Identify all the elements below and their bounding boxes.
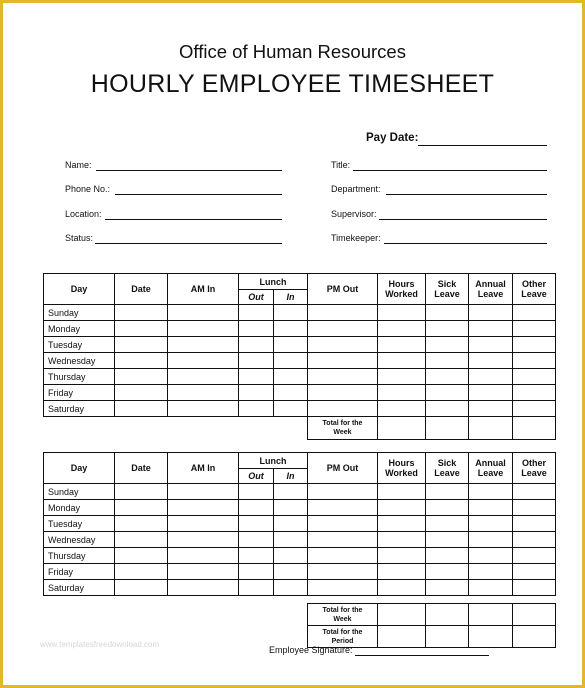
table-row xyxy=(44,369,556,385)
table-row xyxy=(44,532,556,548)
day-friday: Friday xyxy=(44,385,115,401)
day-monday: Monday xyxy=(44,321,115,337)
cell[interactable] xyxy=(239,401,274,417)
status-label: Status: xyxy=(65,233,94,243)
cell[interactable] xyxy=(115,369,168,385)
cell[interactable] xyxy=(308,321,378,337)
signature-field[interactable] xyxy=(355,655,489,656)
day-sunday: Sunday xyxy=(44,484,115,500)
header-annual-leave: Annual Leave xyxy=(469,453,513,484)
cell[interactable] xyxy=(513,305,556,321)
cell[interactable] xyxy=(378,385,426,401)
header-day: Day xyxy=(44,274,115,305)
cell[interactable] xyxy=(513,401,556,417)
cell[interactable] xyxy=(168,500,239,516)
cell[interactable] xyxy=(378,353,426,369)
table-row xyxy=(44,516,556,532)
period-annual-cell[interactable] xyxy=(469,626,513,648)
cell[interactable] xyxy=(378,580,426,596)
cell[interactable] xyxy=(513,337,556,353)
cell[interactable] xyxy=(469,580,513,596)
cell[interactable] xyxy=(239,337,274,353)
cell[interactable] xyxy=(469,484,513,500)
cell[interactable] xyxy=(513,385,556,401)
table-row xyxy=(44,564,556,580)
total-sick-cell[interactable] xyxy=(426,417,469,440)
cell[interactable] xyxy=(426,516,469,532)
day-wednesday: Wednesday xyxy=(44,532,115,548)
cell[interactable] xyxy=(513,500,556,516)
cell[interactable] xyxy=(168,353,239,369)
header-lunch-out: Out xyxy=(239,290,274,305)
cell[interactable] xyxy=(274,484,308,500)
header-lunch-in: In xyxy=(274,290,308,305)
cell[interactable] xyxy=(115,500,168,516)
header-annual-leave: Annual Leave xyxy=(469,274,513,305)
header-lunch: Lunch xyxy=(239,453,308,469)
name-field[interactable] xyxy=(96,170,282,171)
day-saturday: Saturday xyxy=(44,401,115,417)
cell[interactable] xyxy=(378,305,426,321)
cell[interactable] xyxy=(168,564,239,580)
total-week-label: Total for the Week xyxy=(308,604,378,626)
cell[interactable] xyxy=(426,401,469,417)
cell[interactable] xyxy=(115,321,168,337)
cell[interactable] xyxy=(426,564,469,580)
period-hours-cell[interactable] xyxy=(378,626,426,648)
header-pm-out: PM Out xyxy=(308,274,378,305)
title-label: Title: xyxy=(331,160,351,170)
status-field[interactable] xyxy=(95,243,282,244)
total-week-label: Total for the Week xyxy=(308,417,378,440)
cell[interactable] xyxy=(115,337,168,353)
cell[interactable] xyxy=(378,516,426,532)
department-field[interactable] xyxy=(386,194,547,195)
cell[interactable] xyxy=(378,401,426,417)
cell[interactable] xyxy=(239,532,274,548)
header-sick-leave: Sick Leave xyxy=(426,453,469,484)
cell[interactable] xyxy=(239,548,274,564)
cell[interactable] xyxy=(378,369,426,385)
cell[interactable] xyxy=(469,516,513,532)
cell[interactable] xyxy=(274,385,308,401)
office-heading: Office of Human Resources xyxy=(179,41,406,62)
header-lunch-in: In xyxy=(274,469,308,484)
timekeeper-field[interactable] xyxy=(384,243,547,244)
cell[interactable] xyxy=(308,516,378,532)
cell[interactable] xyxy=(426,353,469,369)
cell[interactable] xyxy=(513,353,556,369)
spacer xyxy=(44,604,308,626)
cell[interactable] xyxy=(426,337,469,353)
cell[interactable] xyxy=(115,580,168,596)
cell[interactable] xyxy=(308,337,378,353)
phone-field[interactable] xyxy=(115,194,282,195)
cell[interactable] xyxy=(115,564,168,580)
timesheet-table-2 xyxy=(43,452,556,648)
cell[interactable] xyxy=(274,353,308,369)
cell[interactable] xyxy=(308,385,378,401)
cell[interactable] xyxy=(426,369,469,385)
total-hours-cell[interactable] xyxy=(378,417,426,440)
cell[interactable] xyxy=(426,305,469,321)
cell[interactable] xyxy=(426,580,469,596)
cell[interactable] xyxy=(378,484,426,500)
cell[interactable] xyxy=(239,321,274,337)
spacer xyxy=(44,417,308,440)
department-label: Department: xyxy=(331,184,381,194)
cell[interactable] xyxy=(426,532,469,548)
cell[interactable] xyxy=(469,401,513,417)
total-annual-cell[interactable] xyxy=(469,417,513,440)
cell[interactable] xyxy=(426,500,469,516)
header-date: Date xyxy=(115,453,168,484)
cell[interactable] xyxy=(513,548,556,564)
cell[interactable] xyxy=(115,385,168,401)
timekeeper-label: Timekeeper: xyxy=(331,233,381,243)
cell[interactable] xyxy=(513,321,556,337)
cell[interactable] xyxy=(308,532,378,548)
name-label: Name: xyxy=(65,160,92,170)
cell[interactable] xyxy=(308,401,378,417)
header-other-leave: Other Leave xyxy=(513,274,556,305)
cell[interactable] xyxy=(274,580,308,596)
header-hours-worked: Hours Worked xyxy=(378,453,426,484)
cell[interactable] xyxy=(274,516,308,532)
cell[interactable] xyxy=(239,580,274,596)
cell[interactable] xyxy=(274,500,308,516)
cell[interactable] xyxy=(239,305,274,321)
cell[interactable] xyxy=(469,564,513,580)
cell[interactable] xyxy=(274,564,308,580)
cell[interactable] xyxy=(274,532,308,548)
table-row xyxy=(44,337,556,353)
cell[interactable] xyxy=(378,548,426,564)
cell[interactable] xyxy=(115,305,168,321)
cell[interactable] xyxy=(426,484,469,500)
cell[interactable] xyxy=(168,385,239,401)
cell[interactable] xyxy=(115,401,168,417)
cell[interactable] xyxy=(168,305,239,321)
signature-label: Employee Signature: xyxy=(269,645,353,655)
cell[interactable] xyxy=(469,353,513,369)
table-row xyxy=(44,580,556,596)
cell[interactable] xyxy=(469,369,513,385)
total-week-row xyxy=(44,417,556,440)
cell[interactable] xyxy=(378,337,426,353)
day-thursday: Thursday xyxy=(44,548,115,564)
cell[interactable] xyxy=(378,564,426,580)
cell[interactable] xyxy=(239,564,274,580)
table-row xyxy=(44,548,556,564)
cell[interactable] xyxy=(513,369,556,385)
header-sick-leave: Sick Leave xyxy=(426,274,469,305)
cell[interactable] xyxy=(115,353,168,369)
cell[interactable] xyxy=(513,516,556,532)
cell[interactable] xyxy=(168,369,239,385)
pay-date-label: Pay Date: xyxy=(366,132,419,144)
cell[interactable] xyxy=(168,337,239,353)
cell[interactable] xyxy=(168,580,239,596)
cell[interactable] xyxy=(469,500,513,516)
total-other-cell[interactable] xyxy=(513,417,556,440)
header-lunch-out: Out xyxy=(239,469,274,484)
cell[interactable] xyxy=(115,532,168,548)
cell[interactable] xyxy=(469,305,513,321)
header-pm-out: PM Out xyxy=(308,453,378,484)
day-sunday: Sunday xyxy=(44,305,115,321)
cell[interactable] xyxy=(274,305,308,321)
day-saturday: Saturday xyxy=(44,580,115,596)
cell[interactable] xyxy=(239,484,274,500)
timesheet-table-1 xyxy=(43,273,556,440)
cell[interactable] xyxy=(115,484,168,500)
cell[interactable] xyxy=(239,385,274,401)
table-row xyxy=(44,353,556,369)
cell[interactable] xyxy=(469,385,513,401)
cell[interactable] xyxy=(239,516,274,532)
total-other-cell[interactable] xyxy=(513,604,556,626)
cell[interactable] xyxy=(308,484,378,500)
day-thursday: Thursday xyxy=(44,369,115,385)
cell[interactable] xyxy=(274,337,308,353)
header-am-in: AM In xyxy=(168,453,239,484)
cell[interactable] xyxy=(168,548,239,564)
supervisor-label: Supervisor: xyxy=(331,209,377,219)
total-hours-cell[interactable] xyxy=(378,604,426,626)
total-annual-cell[interactable] xyxy=(469,604,513,626)
cell[interactable] xyxy=(378,532,426,548)
total-week-row xyxy=(44,604,556,626)
cell[interactable] xyxy=(426,548,469,564)
cell[interactable] xyxy=(168,516,239,532)
cell[interactable] xyxy=(274,321,308,337)
cell[interactable] xyxy=(308,369,378,385)
day-wednesday: Wednesday xyxy=(44,353,115,369)
table-row xyxy=(44,401,556,417)
header-date: Date xyxy=(115,274,168,305)
cell[interactable] xyxy=(168,484,239,500)
cell[interactable] xyxy=(513,564,556,580)
cell[interactable] xyxy=(469,321,513,337)
cell[interactable] xyxy=(469,532,513,548)
supervisor-field[interactable] xyxy=(379,219,547,220)
cell[interactable] xyxy=(378,500,426,516)
period-other-cell[interactable] xyxy=(513,626,556,648)
cell[interactable] xyxy=(274,401,308,417)
total-sick-cell[interactable] xyxy=(426,604,469,626)
pay-date-field[interactable] xyxy=(418,145,547,146)
cell[interactable] xyxy=(308,548,378,564)
watermark: www.templatesfreedownload.com xyxy=(40,640,160,649)
cell[interactable] xyxy=(239,500,274,516)
table-row xyxy=(44,305,556,321)
phone-label: Phone No.: xyxy=(65,184,111,194)
location-field[interactable] xyxy=(105,219,282,220)
table-row xyxy=(44,484,556,500)
cell[interactable] xyxy=(308,500,378,516)
location-label: Location: xyxy=(65,209,102,219)
header-lunch: Lunch xyxy=(239,274,308,290)
day-friday: Friday xyxy=(44,564,115,580)
cell[interactable] xyxy=(308,305,378,321)
table-row xyxy=(44,385,556,401)
header-day: Day xyxy=(44,453,115,484)
cell[interactable] xyxy=(168,401,239,417)
cell[interactable] xyxy=(378,321,426,337)
cell[interactable] xyxy=(426,385,469,401)
cell[interactable] xyxy=(513,484,556,500)
title-field[interactable] xyxy=(353,170,547,171)
cell[interactable] xyxy=(168,321,239,337)
header-am-in: AM In xyxy=(168,274,239,305)
header-other-leave: Other Leave xyxy=(513,453,556,484)
cell[interactable] xyxy=(308,564,378,580)
cell[interactable] xyxy=(274,548,308,564)
cell[interactable] xyxy=(308,353,378,369)
day-tuesday: Tuesday xyxy=(44,337,115,353)
day-monday: Monday xyxy=(44,500,115,516)
cell[interactable] xyxy=(469,337,513,353)
cell[interactable] xyxy=(274,369,308,385)
spacer xyxy=(44,596,556,604)
cell[interactable] xyxy=(115,548,168,564)
cell[interactable] xyxy=(469,548,513,564)
day-tuesday: Tuesday xyxy=(44,516,115,532)
cell[interactable] xyxy=(308,580,378,596)
cell[interactable] xyxy=(168,532,239,548)
cell[interactable] xyxy=(513,532,556,548)
cell[interactable] xyxy=(426,321,469,337)
table-row xyxy=(44,321,556,337)
cell[interactable] xyxy=(239,353,274,369)
page-title: HOURLY EMPLOYEE TIMESHEET xyxy=(90,70,495,98)
cell[interactable] xyxy=(513,580,556,596)
table-row xyxy=(44,500,556,516)
cell[interactable] xyxy=(239,369,274,385)
total-period-label: Total for the Period xyxy=(308,626,378,648)
cell[interactable] xyxy=(115,516,168,532)
period-sick-cell[interactable] xyxy=(426,626,469,648)
header-hours-worked: Hours Worked xyxy=(378,274,426,305)
